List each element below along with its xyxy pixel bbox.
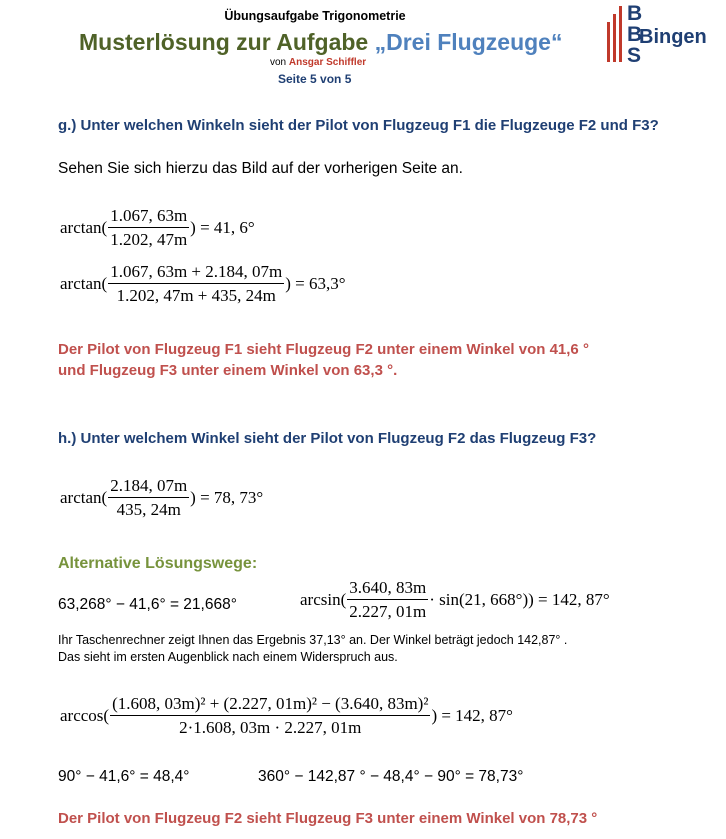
fraction-numerator: (1.608, 03m)² + (2.227, 01m)² − (3.640, 83m)² xyxy=(110,694,430,716)
calc-3: 360° − 142,87 ° − 48,4° − 90° = 78,73° xyxy=(258,768,524,785)
formula-result: ) = 41, 6° xyxy=(190,217,255,237)
alternative-heading: Alternative Lösungswege: xyxy=(58,555,258,572)
logo-letter-2: B xyxy=(627,23,643,46)
question-h: h.) Unter welchem Winkel sieht der Pilot von Flugzeug F2 das Flugzeug F3? xyxy=(58,430,597,447)
formula-fn: arctan( xyxy=(60,487,108,507)
formula-h1 xyxy=(60,476,263,519)
note-line-2: Das sieht im ersten Augenblick nach einem Widerspruch aus. xyxy=(58,650,398,664)
fraction-numerator: 2.184, 07m xyxy=(108,476,189,498)
fraction-denominator: 2.227, 01m xyxy=(349,602,427,621)
fraction-denominator: 2·1.608, 03m · 2.227, 01m xyxy=(179,718,362,737)
formula-arcsin xyxy=(300,578,610,621)
answer-h: Der Pilot von Flugzeug F2 sieht Flugzeug F3 unter einem Winkel von 78,73 ° xyxy=(58,810,598,827)
formula-fraction xyxy=(110,694,430,737)
formula-fraction xyxy=(108,262,284,305)
formula-arccos xyxy=(60,694,513,737)
fraction-denominator: 1.202, 47m + 435, 24m xyxy=(116,286,276,305)
logo-letter-3: S xyxy=(627,44,642,67)
logo-letter-1: B xyxy=(627,2,643,25)
fraction-denominator: 1.202, 47m xyxy=(110,230,188,249)
fraction-numerator: 1.067, 63m + 2.184, 07m xyxy=(108,262,284,284)
calc-2: 90° − 41,6° = 48,4° xyxy=(58,768,190,785)
author-prefix: von xyxy=(270,57,289,68)
logo-text: Bingen xyxy=(639,26,707,48)
note-line-1: Ihr Taschenrechner zeigt Ihnen das Ergebnis 37,13° an. Der Winkel beträgt jedoch 142,87° . xyxy=(58,633,568,647)
fraction-numerator: 1.067, 63m xyxy=(108,206,189,228)
fraction-denominator: 435, 24m xyxy=(116,500,181,519)
formula-result: · sin(21, 668°)) = 142, 87° xyxy=(429,589,610,609)
formula-fraction xyxy=(108,206,189,249)
author-name: Ansgar Schiffler xyxy=(288,57,367,68)
formula-fraction xyxy=(347,578,428,621)
subject-heading: Übungsaufgabe Trigonometrie xyxy=(224,9,406,23)
fraction-numerator: 3.640, 83m xyxy=(347,578,428,600)
title-quoted: „Drei Flugzeuge“ xyxy=(374,29,563,55)
formula-g1 xyxy=(60,206,255,249)
formula-result: ) = 78, 73° xyxy=(190,487,264,507)
author-line xyxy=(270,57,366,68)
page-title xyxy=(79,29,562,56)
title-main: Musterlösung zur Aufgabe xyxy=(79,29,375,55)
formula-fn: arcsin( xyxy=(300,589,347,609)
school-logo-icon xyxy=(607,2,717,70)
question-g: g.) Unter welchen Winkeln sieht der Pilot von Flugzeug F1 die Flugzeuge F2 und F3? xyxy=(58,117,659,134)
formula-fn: arctan( xyxy=(60,217,108,237)
formula-result: ) = 63,3° xyxy=(285,273,346,293)
formula-fn: arccos( xyxy=(60,705,110,725)
calc-1: 63,268° − 41,6° = 21,668° xyxy=(58,596,237,613)
page-number: Seite 5 von 5 xyxy=(278,72,352,86)
answer-g-line1: Der Pilot von Flugzeug F1 sieht Flugzeug F2 unter einem Winkel von 41,6 ° xyxy=(58,341,589,358)
answer-g-line2: und Flugzeug F3 unter einem Winkel von 63,3 °. xyxy=(58,362,398,379)
instruction-text: Sehen Sie sich hierzu das Bild auf der vorherigen Seite an. xyxy=(58,160,463,177)
formula-g2 xyxy=(60,262,346,305)
formula-result: ) = 142, 87° xyxy=(431,705,513,725)
formula-fn: arctan( xyxy=(60,273,108,293)
formula-fraction xyxy=(108,476,189,519)
